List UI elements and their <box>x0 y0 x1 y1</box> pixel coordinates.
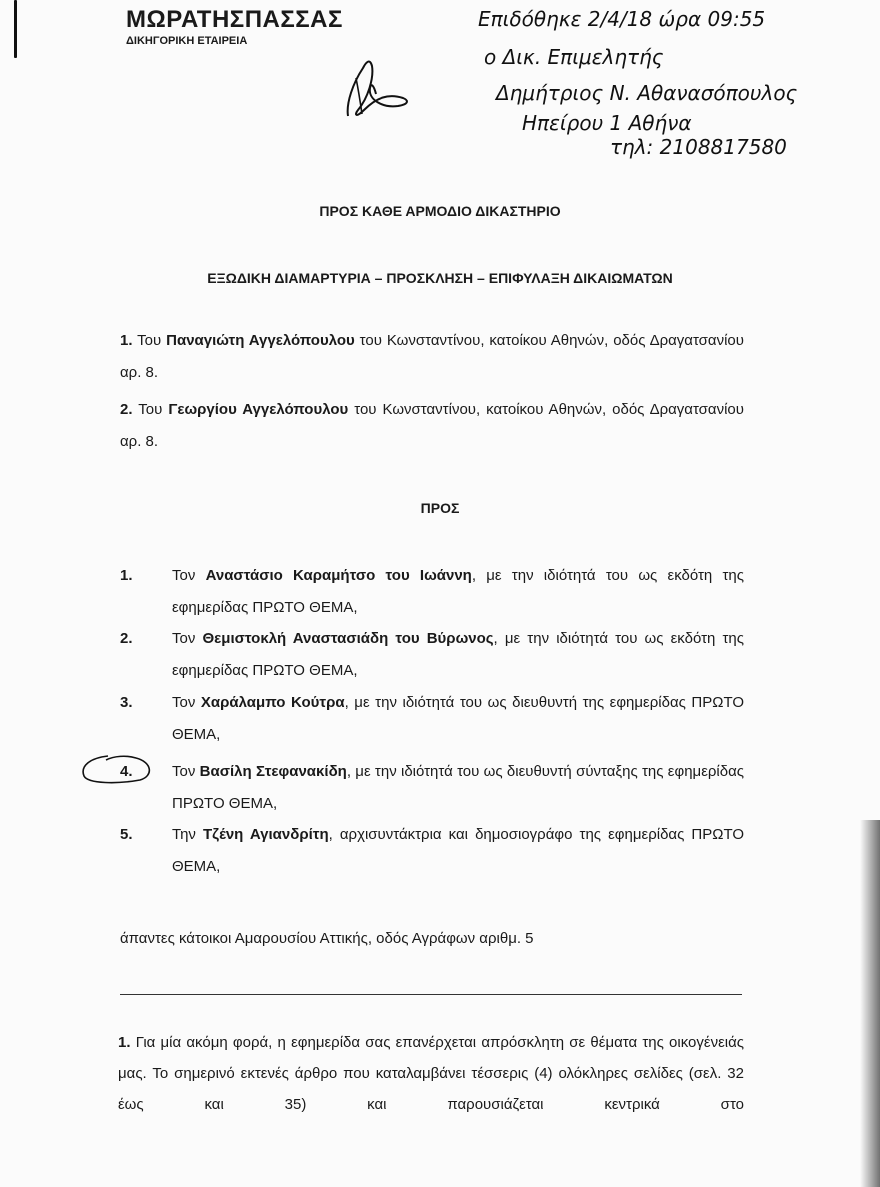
recipient-3 <box>172 687 744 751</box>
handwritten-line-3: Δημήτριος Ν. Αθανασόπουλος <box>496 81 798 105</box>
recipient-2-name: Θεμιστοκλή Αναστασιάδη του Βύρωνος <box>202 630 494 647</box>
handwritten-service-note <box>460 0 880 160</box>
recipient-3-name: Χαράλαμπο Κούτρα <box>200 694 345 711</box>
recipient-5-prefix: Την <box>172 826 203 843</box>
hand-drawn-circle-icon <box>78 752 158 786</box>
recipient-5-rest: , αρχισυντάκτρια και δημοσιογράφο της εφημερίδας ΠΡΩΤΟ ΘΕΜΑ, <box>172 826 745 875</box>
recipient-2-prefix: Τον <box>172 630 203 647</box>
recipient-1-num: 1. <box>120 567 133 584</box>
court-heading: ΠΡΟΣ ΚΑΘΕ ΑΡΜΟΔΙΟ ΔΙΚΑΣΤΗΡΙΟ <box>319 203 561 219</box>
sender-2-rest: του Κωνσταντίνου, κατοίκου Αθηνών, οδός Δραγατσανίου αρ. 8. <box>120 401 744 450</box>
document-type-heading: ΕΞΩΔΙΚΗ ΔΙΑΜΑΡΤΥΡΙΑ – ΠΡΟΣΚΛΗΣΗ – ΕΠΙΦΥΛΑΞΗ ΔΙΚΑΙΩΜΑΤΩΝ <box>207 270 673 286</box>
sender-1-rest: του Κωνσταντίνου, κατοίκου Αθηνών, οδός Δραγατσανίου αρ. 8. <box>120 332 744 381</box>
recipient-5-name: Τζένη Αγιανδρίτη <box>203 826 329 843</box>
recipient-3-prefix: Τον <box>172 694 201 711</box>
paragraph-1-num: 1. <box>118 1034 131 1051</box>
recipient-2-num: 2. <box>120 630 133 647</box>
recipient-4-rest: , με την ιδιότητά του ως διευθυντή σύνταξης της εφημερίδας ΠΡΩΤΟ ΘΕΜΑ, <box>172 763 745 812</box>
recipient-1-rest: , με την ιδιότητά του ως εκδότη της εφημερίδας ΠΡΩΤΟ ΘΕΜΑ, <box>172 567 744 616</box>
scan-edge-mark <box>14 0 17 58</box>
sender-1-prefix: Του <box>137 332 167 349</box>
handwritten-line-2: ο Δικ. Επιμελητής <box>484 45 664 69</box>
recipient-5 <box>172 819 744 883</box>
sender-2 <box>120 394 744 458</box>
recipient-1-name: Αναστάσιο Καραμήτσο του Ιωάννη <box>205 567 472 584</box>
paragraph-1-text: Για μία ακόμη φορά, η εφημερίδα σας επανέρχεται απρόσκλητη σε θέματα της οικογένειάς μας. Το σημερινό εκτενές άρθρο που καταλαμβάνει τέσσερις (4) ολόκληρες σελίδες (σελ. 32 έως και 35) και παρουσιάζεται κεντρικά στο <box>118 1034 744 1113</box>
residence-line: άπαντες κάτοικοι Αμαρουσίου Αττικής, οδός Αγράφων αριθμ. 5 <box>120 930 534 947</box>
scan-shadow <box>860 820 880 1187</box>
sender-1 <box>120 325 744 389</box>
recipient-1 <box>172 560 744 624</box>
recipient-2 <box>172 623 744 687</box>
signature-icon <box>318 48 418 120</box>
body-paragraph-1 <box>118 1027 744 1120</box>
firm-name: ΜΩΡΑΤΗΣΠΑΣΣΑΣ <box>126 6 343 33</box>
handwritten-line-5: τηλ: 2108817580 <box>610 135 787 159</box>
recipient-4-prefix: Τον <box>172 763 200 780</box>
recipient-2-rest: , με την ιδιότητά του ως εκδότη της εφημερίδας ΠΡΩΤΟ ΘΕΜΑ, <box>172 630 744 679</box>
sender-1-num: 1. <box>120 332 133 349</box>
recipient-4-name: Βασίλη Στεφανακίδη <box>199 763 347 780</box>
recipient-4-num: 4. <box>120 763 133 780</box>
recipient-3-rest: , με την ιδιότητά του ως διευθυντή της εφημερίδας ΠΡΩΤΟ ΘΕΜΑ, <box>172 694 745 743</box>
recipient-5-num: 5. <box>120 826 133 843</box>
recipient-4 <box>172 756 744 820</box>
handwritten-line-4: Ηπείρου 1 Αθήνα <box>522 111 692 135</box>
firm-subtitle: ΔΙΚΗΓΟΡΙΚΗ ΕΤΑΙΡΕΙΑ <box>126 35 248 47</box>
divider-line <box>120 994 742 995</box>
recipient-1-prefix: Τον <box>172 567 206 584</box>
sender-2-num: 2. <box>120 401 133 418</box>
sender-2-name: Γεωργίου Αγγελόπουλου <box>168 401 349 418</box>
sender-2-prefix: Του <box>138 401 169 418</box>
handwritten-line-1: Επιδόθηκε 2/4/18 ώρα 09:55 <box>478 7 766 31</box>
recipient-3-num: 3. <box>120 694 133 711</box>
sender-1-name: Παναγιώτη Αγγελόπουλου <box>166 332 355 349</box>
to-heading: ΠΡΟΣ <box>420 500 460 516</box>
